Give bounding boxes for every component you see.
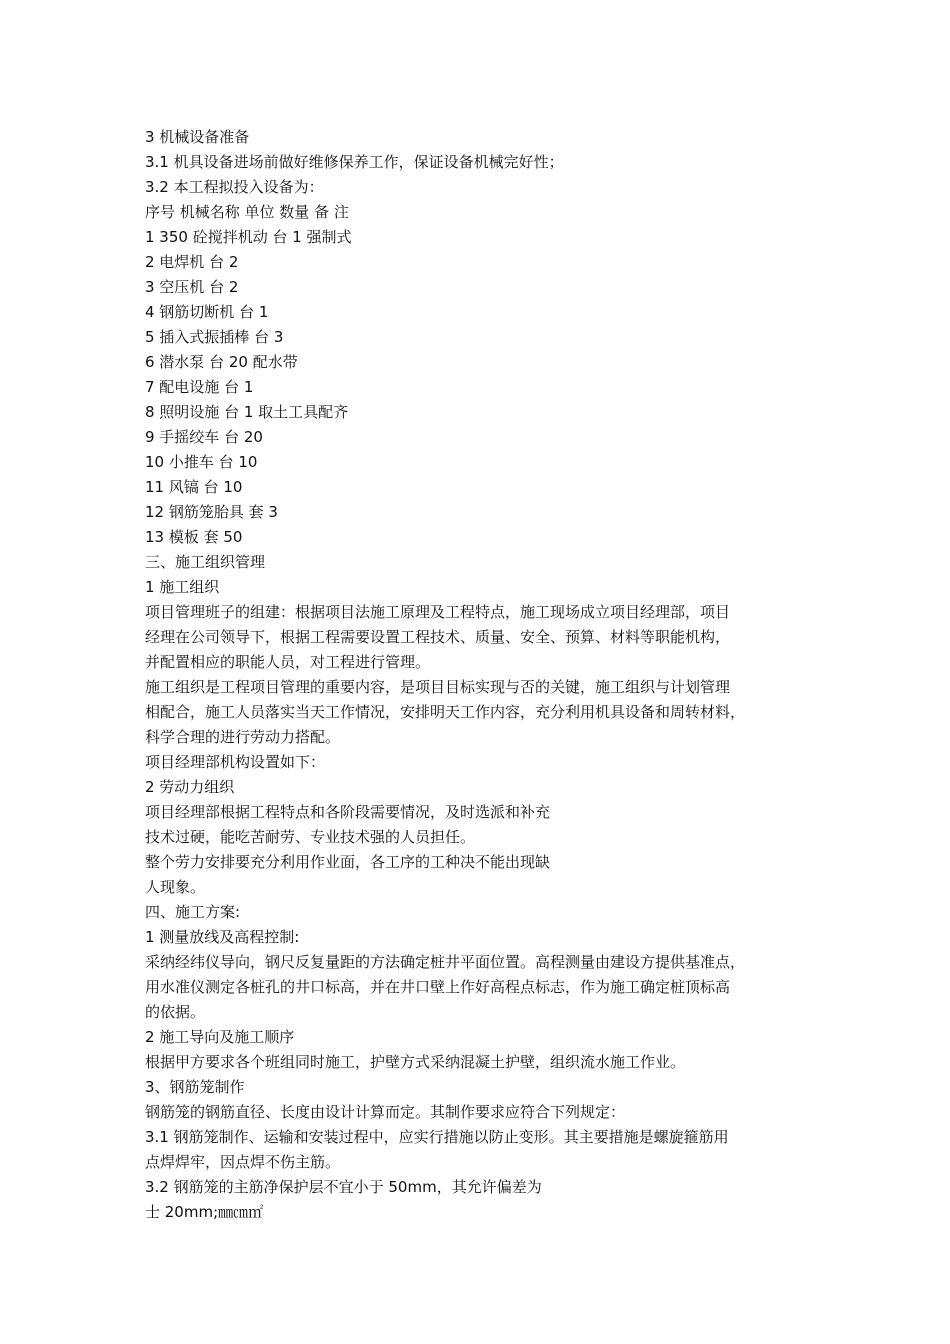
text-line: 2 电焊机 台 2 (145, 253, 239, 271)
text-line: 1 350 砼搅拌机动 台 1 强制式 (145, 228, 352, 246)
text-line: 士 20mm;㎜㎝㎡ (145, 1203, 264, 1221)
text-line: 11 风镐 台 10 (145, 478, 243, 496)
text-line: 3.1 机具设备进场前做好维修保养工作，保证设备机械完好性； (145, 153, 564, 171)
text-line: 12 钢筋笼胎具 套 3 (145, 503, 278, 521)
text-line: 整个劳力安排要充分利用作业面，各工序的工种决不能出现缺 (145, 853, 551, 871)
text-line: 科学合理的进行劳动力搭配。 (145, 728, 341, 746)
text-line: 项目经理部机构设置如下： (145, 753, 326, 771)
text-line: 4 钢筋切断机 台 1 (145, 303, 269, 321)
text-line: 2 施工导向及施工顺序 (145, 1028, 295, 1046)
text-line: 四、施工方案: (145, 903, 241, 921)
text-line: 1 测量放线及高程控制: (145, 928, 300, 946)
text-line: 2 劳动力组织 (145, 778, 235, 796)
text-line: 3.2 本工程拟投入设备为： (145, 178, 324, 196)
text-line: 三、施工组织管理 (145, 553, 266, 571)
text-line: 根据甲方要求各个班组同时施工，护壁方式采纳混凝土护壁，组织流水施工作业。 (145, 1053, 686, 1071)
text-line: 3 机械设备准备 (145, 128, 250, 146)
text-line: 并配置相应的职能人员，对工程进行管理。 (145, 653, 431, 671)
text-line: 3、钢筋笼制作 (145, 1078, 245, 1096)
text-line: 5 插入式振插棒 台 3 (145, 328, 284, 346)
text-line: 6 潜水泵 台 20 配水带 (145, 353, 298, 371)
text-line: 3 空压机 台 2 (145, 278, 239, 296)
text-line: 项目管理班子的组建：根据项目法施工原理及工程特点，施工现场成立项目经理部，项目 (145, 603, 731, 621)
text-line: 序号 机械名称 单位 数量 备 注 (145, 203, 349, 221)
text-line: 施工组织是工程项目管理的重要内容，是项目目标实现与否的关键，施工组织与计划管理 (145, 678, 731, 696)
text-line: 7 配电设施 台 1 (145, 378, 254, 396)
text-line: 3.2 钢筋笼的主筋净保护层不宜小于 50mm，其允许偏差为 (145, 1178, 542, 1196)
text-line: 8 照明设施 台 1 取土工具配齐 (145, 403, 349, 421)
text-line: 采纳经纬仪导向，钢尺反复量距的方法确定桩井平面位置。高程测量由建设方提供基准点， (145, 953, 746, 971)
text-line: 经理在公司领导下，根据工程需要设置工程技术、质量、安全、预算、材料等职能机构， (145, 628, 731, 646)
text-line: 3.1 钢筋笼制作、运输和安装过程中，应实行措施以防止变形。其主要措施是螺旋箍筋用 (145, 1128, 729, 1146)
text-line: 项目经理部根据工程特点和各阶段需要情况，及时选派和补充 (145, 803, 551, 821)
text-line: 技术过硬，能吃苦耐劳、专业技术强的人员担任。 (145, 828, 476, 846)
text-line: 钢筋笼的钢筋直径、长度由设计计算而定。其制作要求应符合下列规定： (145, 1103, 626, 1121)
text-line: 13 模板 套 50 (145, 528, 243, 546)
text-line: 用水准仪测定各桩孔的井口标高，并在井口壁上作好高程点标志，作为施工确定桩顶标高 (145, 978, 731, 996)
text-line: 人现象。 (145, 878, 206, 896)
text-line: 9 手摇绞车 台 20 (145, 428, 263, 446)
text-line: 相配合，施工人员落实当天工作情况，安排明天工作内容，充分利用机具设备和周转材料， (145, 703, 746, 721)
document-page (145, 125, 815, 1225)
text-line: 1 施工组织 (145, 578, 220, 596)
text-line: 10 小推车 台 10 (145, 453, 258, 471)
text-line: 点焊焊牢，因点焊不伤主筋。 (145, 1153, 341, 1171)
text-line: 的依据。 (145, 1003, 206, 1021)
